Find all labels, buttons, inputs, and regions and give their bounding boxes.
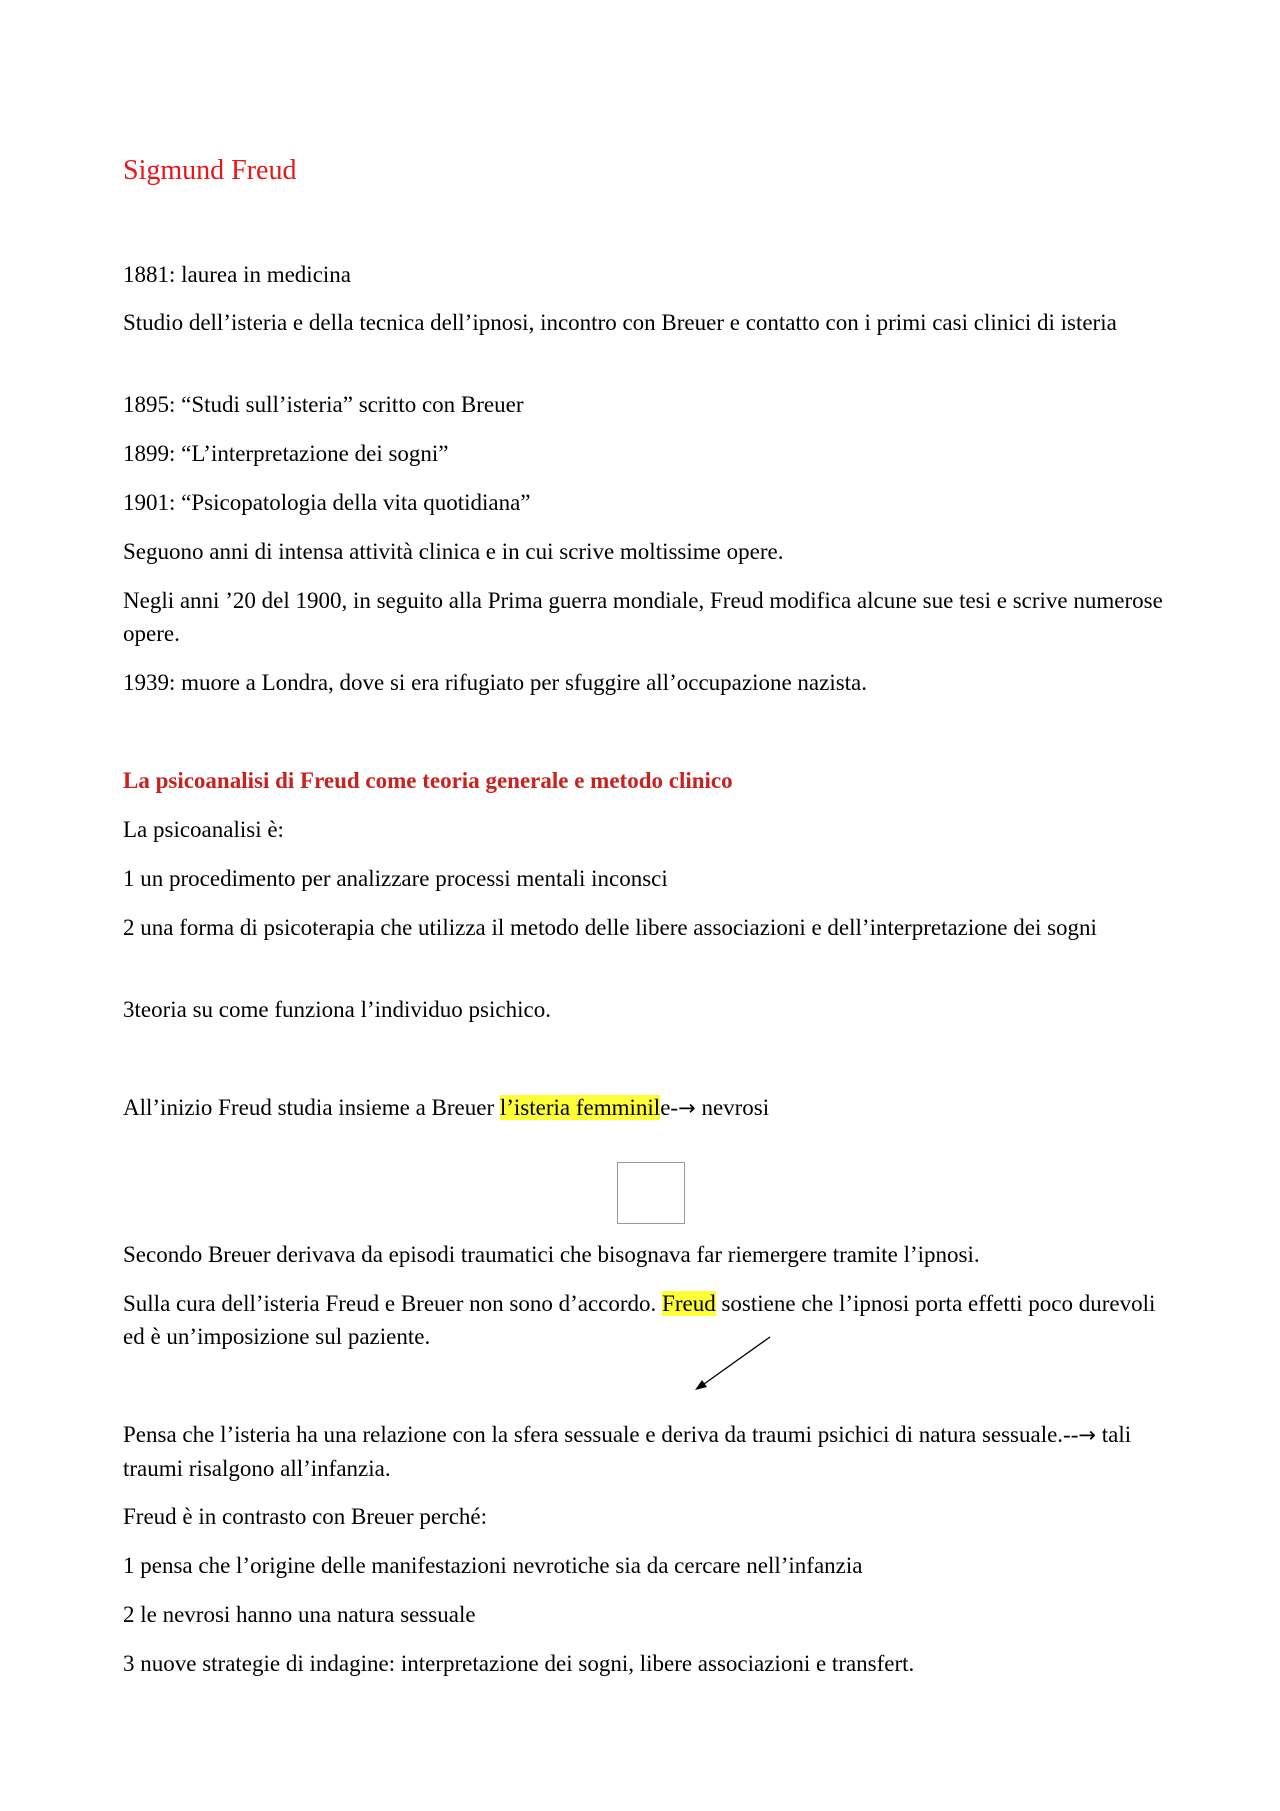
- diagonal-arrow-icon: [690, 1334, 774, 1394]
- psicoanalisi-item-1: 1 un procedimento per analizzare processi mentali inconsci: [123, 866, 668, 891]
- bio-line-1895: 1895: “Studi sull’isteria” scritto con Breuer: [123, 392, 524, 417]
- pensa-line: [123, 1418, 1173, 1485]
- breuer-line: Secondo Breuer derivava da episodi traumatici che bisognava far riemergere tramite l’ipnosi.: [123, 1242, 980, 1267]
- bio-line-1901: 1901: “Psicopatologia della vita quotidiana”: [123, 490, 531, 515]
- arrow-head: [695, 1380, 707, 1390]
- isteria-line-letter-e: e: [660, 1095, 671, 1120]
- empty-image-frame: [617, 1162, 685, 1224]
- pensa-line-after: tali traumi risalgono all’infanzia.: [123, 1422, 1132, 1481]
- highlight-isteria-femminile: l’isteria femminil: [499, 1095, 661, 1120]
- bio-line-anni-20: Negli anni ’20 del 1900, in seguito alla Prima guerra mondiale, Freud modifica alcune sue tesi e scrive numerose opere.: [123, 588, 1163, 646]
- bio-line-1939: 1939: muore a Londra, dove si era rifugiato per sfuggire all’occupazione nazista.: [123, 670, 868, 695]
- isteria-line-after: nevrosi: [695, 1095, 770, 1120]
- contrasto-item-3: 3 nuove strategie di indagine: interpretazione dei sogni, libere associazioni e transfert.: [123, 1651, 915, 1676]
- contrasto-item-1: 1 pensa che l’origine delle manifestazioni nevrotiche sia da cercare nell’infanzia: [123, 1553, 863, 1578]
- cura-line: [123, 1287, 1173, 1353]
- bio-line-1881: 1881: laurea in medicina: [123, 262, 352, 287]
- section-heading: La psicoanalisi di Freud come teoria generale e metodo clinico: [123, 768, 733, 793]
- isteria-line-dash: -: [670, 1095, 679, 1120]
- right-arrow-icon: →: [1078, 1423, 1096, 1447]
- arrow-shaft: [704, 1337, 770, 1384]
- highlight-freud: Freud: [662, 1291, 716, 1316]
- pensa-line-before: Pensa che l’isteria ha una relazione con la sfera sessuale e deriva da traumi psichici di natura sessuale.--: [123, 1422, 1079, 1447]
- psicoanalisi-item-2: 2 una forma di psicoterapia che utilizza il metodo delle libere associazioni e dell’interpretazione dei sogni: [123, 915, 1097, 940]
- cura-line-before: Sulla cura dell’isteria Freud e Breuer non sono d’accordo.: [123, 1291, 663, 1316]
- contrasto-item-2: 2 le nevrosi hanno una natura sessuale: [123, 1602, 476, 1627]
- bio-line-studio: Studio dell’isteria e della tecnica dell’ipnosi, incontro con Breuer e contatto con i primi casi clinici di isteria: [123, 310, 1117, 335]
- document-title: Sigmund Freud: [123, 155, 297, 186]
- psicoanalisi-intro: La psicoanalisi è:: [123, 817, 284, 842]
- isteria-line: [123, 1091, 1173, 1125]
- contrasto-intro: Freud è in contrasto con Breuer perché:: [123, 1504, 488, 1529]
- bio-line-seguono: Seguono anni di intensa attività clinica e in cui scrive moltissime opere.: [123, 539, 784, 564]
- isteria-line-before: All’inizio Freud studia insieme a Breuer: [123, 1095, 500, 1120]
- bio-line-1899: 1899: “L’interpretazione dei sogni”: [123, 441, 449, 466]
- psicoanalisi-item-3: 3teoria su come funziona l’individuo psichico.: [123, 997, 551, 1022]
- right-arrow-icon: →: [678, 1096, 696, 1120]
- cura-line-after: sostiene che l’ipnosi porta effetti poco durevoli ed è un’imposizione sul paziente.: [123, 1291, 1156, 1349]
